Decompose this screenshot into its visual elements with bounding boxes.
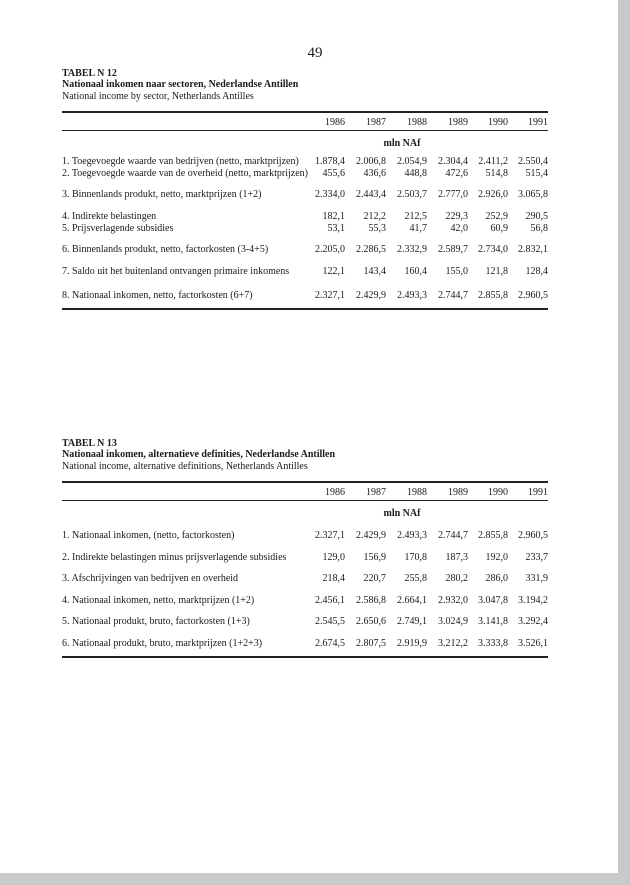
cell-value: 2.744,7 (438, 530, 468, 541)
row-label: 7. Saldo uit het buitenland ontvangen primaire inkomens (62, 266, 290, 277)
cell-value: 2.589,7 (438, 244, 468, 255)
cell-value: 2.832,1 (518, 244, 548, 255)
cell-value: 2.855,8 (478, 290, 508, 301)
cell-value: 2.919,9 (397, 638, 427, 649)
cell-value: 252,9 (485, 211, 508, 222)
cell-value: 3.333,8 (478, 638, 508, 649)
cell-value: 155,0 (445, 266, 468, 277)
cell-value: 121,8 (485, 266, 508, 277)
cell-value: 2.456,1 (315, 595, 345, 606)
year-header: 1988 (407, 487, 427, 498)
cell-value: 2.744,7 (438, 290, 468, 301)
cell-value: 2.327,1 (315, 530, 345, 541)
row-label: 3. Afschrijvingen van bedrijven en overheid (62, 573, 239, 584)
table-row (62, 156, 548, 168)
year-header: 1990 (488, 117, 508, 128)
cell-value: 218,4 (322, 573, 345, 584)
year-header: 1989 (448, 117, 468, 128)
cell-value: 160,4 (404, 266, 427, 277)
cell-value: 436,6 (363, 168, 386, 179)
cell-value: 2.664,1 (397, 595, 427, 606)
row-label: 5. Nationaal produkt, bruto, factorkosten (1+3) (62, 616, 250, 627)
cell-value: 187,3 (445, 552, 468, 563)
cell-value: 2.926,0 (478, 189, 508, 200)
cell-value: 3.212,2 (438, 638, 468, 649)
cell-value: 2.855,8 (478, 530, 508, 541)
cell-value: 56,8 (530, 223, 548, 234)
cell-value: 2.205,0 (315, 244, 345, 255)
cell-value: 2.493,3 (397, 290, 427, 301)
cell-value: 2.286,5 (356, 244, 386, 255)
cell-value: 2.650,6 (356, 616, 386, 627)
cell-value: 2.545,5 (315, 616, 345, 627)
table-title-en: National income, alternative definitions, Netherlands Antilles (62, 461, 308, 472)
cell-value: 1.878,4 (315, 156, 345, 167)
cell-value: 55,3 (368, 223, 386, 234)
table-row (62, 638, 548, 650)
row-label: 8. Nationaal inkomen, netto, factorkosten (6+7) (62, 290, 253, 301)
year-header: 1986 (325, 117, 345, 128)
cell-value: 2.960,5 (518, 530, 548, 541)
table-top-rule (62, 481, 548, 483)
cell-value: 2.960,5 (518, 290, 548, 301)
table-row (62, 168, 548, 180)
cell-value: 212,5 (404, 211, 427, 222)
row-label: 2. Toegevoegde waarde van de overheid (netto, marktprijzen) (62, 168, 308, 179)
table-label: TABEL N 13 (62, 438, 117, 449)
cell-value: 2.443,4 (356, 189, 386, 200)
cell-value: 2.586,8 (356, 595, 386, 606)
cell-value: 2.932,0 (438, 595, 468, 606)
cell-value: 156,9 (363, 552, 386, 563)
row-label: 4. Indirekte belastingen (62, 211, 157, 222)
year-header: 1991 (528, 117, 548, 128)
table-row (62, 211, 548, 223)
cell-value: 233,7 (525, 552, 548, 563)
cell-value: 3.065,8 (518, 189, 548, 200)
table-title-nl: Nationaal inkomen naar sectoren, Nederlandse Antillen (62, 79, 299, 90)
cell-value: 448,8 (404, 168, 427, 179)
cell-value: 229,3 (445, 211, 468, 222)
cell-value: 2.777,0 (438, 189, 468, 200)
row-label: 3. Binnenlands produkt, netto, marktprijzen (1+2) (62, 189, 262, 200)
cell-value: 53,1 (327, 223, 345, 234)
row-label: 4. Nationaal inkomen, netto, marktprijzen (1+2) (62, 595, 255, 606)
cell-value: 2.334,0 (315, 189, 345, 200)
cell-value: 2.006,8 (356, 156, 386, 167)
page-edge-shadow (0, 873, 630, 885)
cell-value: 2.503,7 (397, 189, 427, 200)
cell-value: 41,7 (409, 223, 427, 234)
cell-value: 2.327,1 (315, 290, 345, 301)
cell-value: 3.526,1 (518, 638, 548, 649)
cell-value: 192,0 (485, 552, 508, 563)
cell-value: 2.411,2 (478, 156, 508, 167)
header-row (62, 487, 548, 499)
cell-value: 2.749,1 (397, 616, 427, 627)
table-title-en: National income by sector, Netherlands Antilles (62, 91, 254, 102)
cell-value: 2.054,9 (397, 156, 427, 167)
cell-value: 290,5 (525, 211, 548, 222)
table-bottom-rule (62, 308, 548, 310)
header-rule (62, 130, 548, 131)
table-row (62, 223, 548, 235)
table-row (62, 290, 548, 302)
table-row (62, 616, 548, 628)
cell-value: 515,4 (525, 168, 548, 179)
table-row (62, 552, 548, 564)
cell-value: 255,8 (404, 573, 427, 584)
year-header: 1988 (407, 117, 427, 128)
cell-value: 331,9 (525, 573, 548, 584)
cell-value: 60,9 (490, 223, 508, 234)
cell-value: 2.332,9 (397, 244, 427, 255)
table-row (62, 189, 548, 201)
row-label: 6. Nationaal produkt, bruto, marktprijzen (1+2+3) (62, 638, 263, 649)
table-row (62, 244, 548, 256)
table-row (62, 266, 548, 278)
cell-value: 3.024,9 (438, 616, 468, 627)
cell-value: 2.304,4 (438, 156, 468, 167)
row-label: 5. Prijsverlagende subsidies (62, 223, 174, 234)
cell-value: 128,4 (525, 266, 548, 277)
cell-value: 182,1 (322, 211, 345, 222)
table-bottom-rule (62, 656, 548, 658)
cell-value: 3.141,8 (478, 616, 508, 627)
cell-value: 2.493,3 (397, 530, 427, 541)
cell-value: 122,1 (322, 266, 345, 277)
cell-value: 280,2 (445, 573, 468, 584)
cell-value: 2.734,0 (478, 244, 508, 255)
cell-value: 2.807,5 (356, 638, 386, 649)
cell-value: 3.292,4 (518, 616, 548, 627)
table-row (62, 530, 548, 542)
page-number: 49 (307, 45, 323, 61)
table-row (62, 573, 548, 585)
header-row (62, 117, 548, 129)
year-header: 1987 (366, 117, 386, 128)
page-edge-shadow (618, 0, 630, 885)
year-header: 1987 (366, 487, 386, 498)
cell-value: 143,4 (363, 266, 386, 277)
cell-value: 514,8 (485, 168, 508, 179)
row-label: 2. Indirekte belastingen minus prijsverlagende subsidies (62, 552, 287, 563)
row-label: 6. Binnenlands produkt, netto, factorkosten (3-4+5) (62, 244, 269, 255)
cell-value: 455,6 (322, 168, 345, 179)
cell-value: 2.429,9 (356, 290, 386, 301)
cell-value: 286,0 (485, 573, 508, 584)
cell-value: 212,2 (363, 211, 386, 222)
year-header: 1989 (448, 487, 468, 498)
table-title-nl: Nationaal inkomen, alternatieve definities, Nederlandse Antillen (62, 449, 336, 460)
cell-value: 129,0 (322, 552, 345, 563)
cell-value: 3.194,2 (518, 595, 548, 606)
cell-value: 42,0 (450, 223, 468, 234)
row-label: 1. Nationaal inkomen, (netto, factorkosten) (62, 530, 235, 541)
cell-value: 2.550,4 (518, 156, 548, 167)
unit-label: mln NAf (383, 138, 421, 149)
cell-value: 3.047,8 (478, 595, 508, 606)
unit-label: mln NAf (383, 508, 421, 519)
cell-value: 472,6 (445, 168, 468, 179)
cell-value: 2.429,9 (356, 530, 386, 541)
table-top-rule (62, 111, 548, 113)
table-row (62, 595, 548, 607)
year-header: 1986 (325, 487, 345, 498)
cell-value: 170,8 (404, 552, 427, 563)
cell-value: 220,7 (363, 573, 386, 584)
header-rule (62, 500, 548, 501)
cell-value: 2.674,5 (315, 638, 345, 649)
year-header: 1991 (528, 487, 548, 498)
table-label: TABEL N 12 (62, 68, 117, 79)
year-header: 1990 (488, 487, 508, 498)
row-label: 1. Toegevoegde waarde van bedrijven (netto, marktprijzen) (62, 156, 299, 167)
